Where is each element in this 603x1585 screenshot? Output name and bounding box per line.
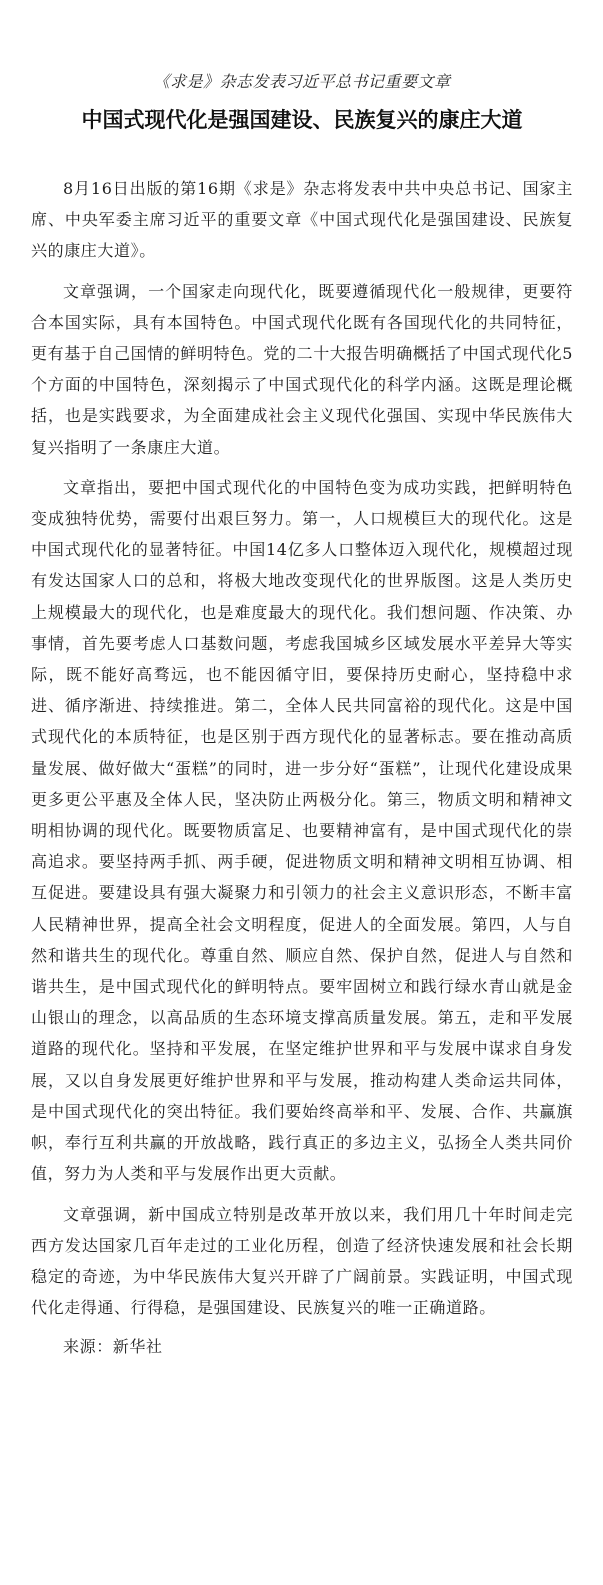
article-paragraph: 8月16日出版的第16期《求是》杂志将发表中共中央总书记、国家主席、中央军委主席习近平的重要文章《中国式现代化是强国建设、民族复兴的康庄大道》。 (31, 179, 573, 261)
article-body (31, 173, 573, 1362)
article-headline: 中国式现代化是强国建设、民族复兴的康庄大道 (81, 107, 523, 132)
article-source: 来源：新华社 (63, 1337, 163, 1357)
article-paragraph: 文章强调，新中国成立特别是改革开放以来，我们用几十年时间走完西方发达国家几百年走过的工业化历程，创造了经济快速发展和社会长期稳定的奇迹，为中华民族伟大复兴开辟了广阔前景。实践证明，中国式现代化走得通、行得稳，是强国建设、民族复兴的唯一正确道路。 (31, 1204, 573, 1318)
article-kicker: 《求是》杂志发表习近平总书记重要文章 (153, 72, 451, 91)
article-paragraph: 文章强调，一个国家走向现代化，既要遵循现代化一般规律，更要符合本国实际，具有本国特色。中国式现代化既有各国现代化的共同特征，更有基于自己国情的鲜明特色。党的二十大报告明确概括了中国式现代化5个方面的中国特色，深刻揭示了中国式现代化的科学内涵。这既是理论概括，也是实践要求，为全面建成社会主义现代化强国、实现中华民族伟大复兴指明了一条康庄大道。 (31, 281, 573, 457)
article-paragraph: 文章指出，要把中国式现代化的中国特色变为成功实践，把鲜明特色变成独特优势，需要付出艰巨努力。第一，人口规模巨大的现代化。这是中国式现代化的显著特征。中国14亿多人口整体迈入现代化，规模超过现有发达国家人口的总和，将极大地改变现代化的世界版图。这是人类历史上规模最大的现代化，也是难度最大的现代化。我们想问题、作决策、办事情，首先要考虑人口基数问题，考虑我国城乡区域发展水平差异大等实际，既不能好高骛远，也不能因循守旧，要保持历史耐心，坚持稳中求进、循序渐进、持续推进。第二，全体人民共同富裕的现代化。这是中国式现代化的本质特征，也是区别于西方现代化的显著标志。要在推动高质量发展、做好做大“蛋糕”的同时，进一步分好“蛋糕”，让现代化建设成果更多更公平惠及全体人民，坚决防止两极分化。第三，物质文明和精神文明相协调的现代化。既要物质富足、也要精神富有，是中国式现代化的崇高追求。要坚持两手抓、两手硬，促进物质文明和精神文明相互协调、相互促进。要建设具有强大凝聚力和引领力的社会主义意识形态，不断丰富人民精神世界，提高全社会文明程度，促进人的全面发展。第四，人与自然和谐共生的现代化。尊重自然、顺应自然、保护自然，促进人与自然和谐共生，是中国式现代化的鲜明特点。要牢固树立和践行绿水青山就是金山银山的理念，以高品质的生态环境支撑高质量发展。第五，走和平发展道路的现代化。坚持和平发展，在坚定维护世界和平与发展中谋求自身发展，又以自身发展更好维护世界和平与发展，推动构建人类命运共同体，是中国式现代化的突出特征。我们要始终高举和平、发展、合作、共赢旗帜，奉行互利共赢的开放战略，践行真正的多边主义，弘扬全人类共同价值，努力为人类和平与发展作出更大贡献。 (31, 477, 573, 1184)
